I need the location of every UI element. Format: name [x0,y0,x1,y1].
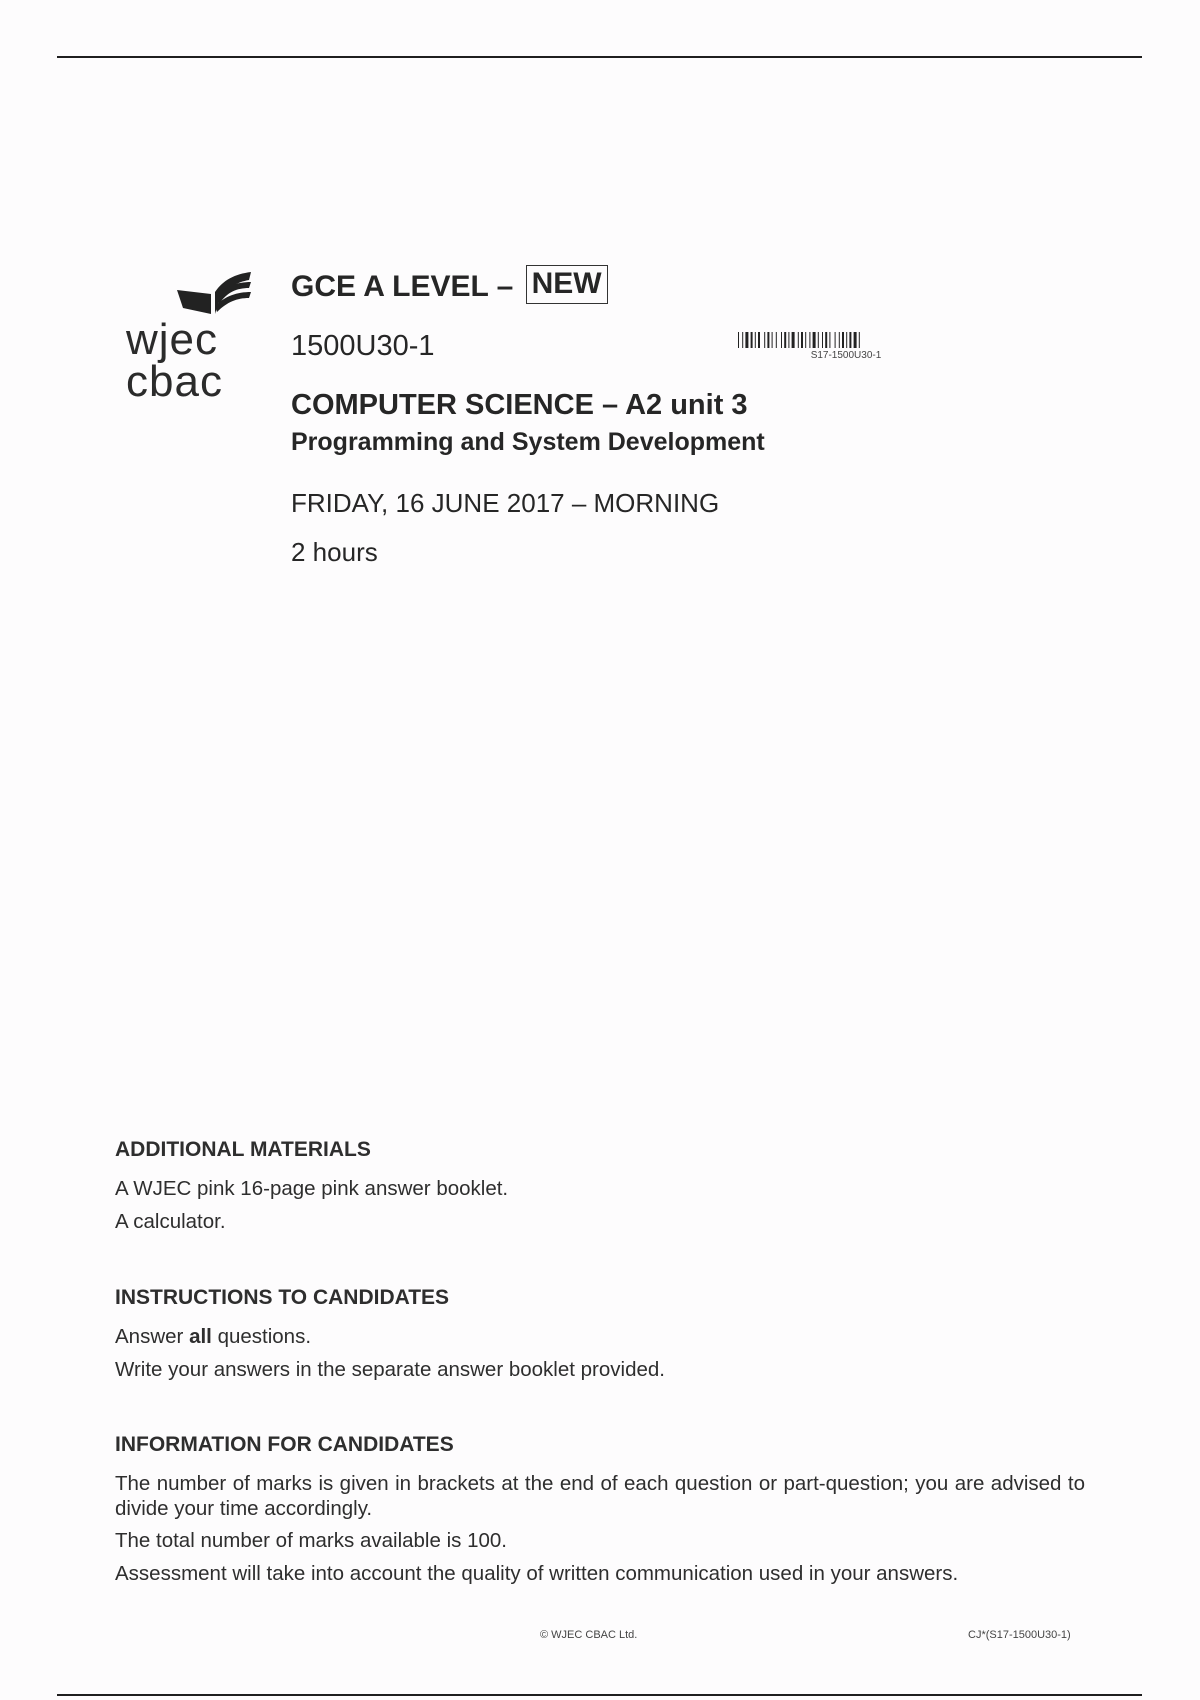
logo-cbac-text: cbac [126,357,223,406]
barcode [738,332,954,348]
barcode-bar [755,332,756,348]
wjec-cbac-logo [120,270,260,406]
paper-reference: CJ*(S17-1500U30-1) [968,1629,1071,1641]
material-item: A WJEC pink 16-page pink answer booklet. [115,1177,509,1200]
barcode-bar [758,332,760,348]
information-line: The number of marks is given in brackets at the end of each question or part-question; you are advised to divide your time accordingly. [115,1472,1085,1520]
unit-title: Programming and System Development [291,428,765,456]
barcode-bar [781,332,782,348]
section-heading: INFORMATION FOR CANDIDATES [115,1433,454,1456]
barcode-text: S17-1500U30-1 [810,350,882,361]
barcode-bar [825,332,827,348]
qualification-line [291,268,608,307]
material-item: A calculator. [115,1209,226,1233]
barcode-bar [738,332,739,348]
paper-code: 1500U30-1 [291,330,435,362]
barcode-bar [792,332,795,348]
barcode-bar [809,332,810,348]
barcode-bar [829,332,830,348]
barcode-bar [745,332,748,348]
barcode-bar [859,332,860,348]
barcode-bar [839,332,840,348]
barcode-bar [767,332,769,348]
barcode-bar [849,332,851,348]
barcode-bar [776,332,777,348]
information-line: Assessment will take into account the quality of written communication used in your answers. [115,1561,959,1585]
instruction-text: questions. [217,1325,312,1348]
barcode-bar [742,332,743,348]
barcode-bar [772,332,773,348]
instruction-text: Answer [115,1325,184,1348]
instruction-emphasis: all [189,1325,212,1348]
barcode-bar [784,332,786,348]
barcode-bar [854,332,857,348]
barcode-bar [846,332,847,348]
barcode-bar [801,332,803,348]
barcode-bar [835,332,836,348]
barcode-bar [818,332,819,348]
logo-wjec-text: wjec [126,315,219,364]
barcode-bar [764,332,765,348]
bottom-rule [57,1694,1142,1696]
instruction-line [115,1325,1085,1350]
additional-materials-section [115,1138,1085,1242]
barcode-bar [798,332,799,348]
information-section [115,1433,1085,1594]
subject-title: COMPUTER SCIENCE – A2 unit 3 [291,389,748,421]
book-icon [175,270,255,318]
barcode-bar [788,332,789,348]
section-heading: INSTRUCTIONS TO CANDIDATES [115,1286,450,1309]
barcode-bar [822,332,823,348]
barcode-bar [842,332,844,348]
qualification: GCE A LEVEL – [291,270,514,303]
section-heading: ADDITIONAL MATERIALS [115,1138,371,1161]
new-badge: NEW [526,265,608,304]
instructions-section [115,1286,1085,1390]
exam-date: FRIDAY, 16 JUNE 2017 – MORNING [291,488,720,518]
exam-duration: 2 hours [291,537,378,567]
barcode-bar [751,332,753,348]
information-line: The total number of marks available is 100. [115,1529,507,1553]
barcode-bar [813,332,816,348]
top-rule [57,56,1142,58]
barcode-bar [805,332,806,348]
instruction-line: Write your answers in the separate answer booklet provided. [115,1357,665,1381]
copyright: © WJEC CBAC Ltd. [540,1629,638,1641]
